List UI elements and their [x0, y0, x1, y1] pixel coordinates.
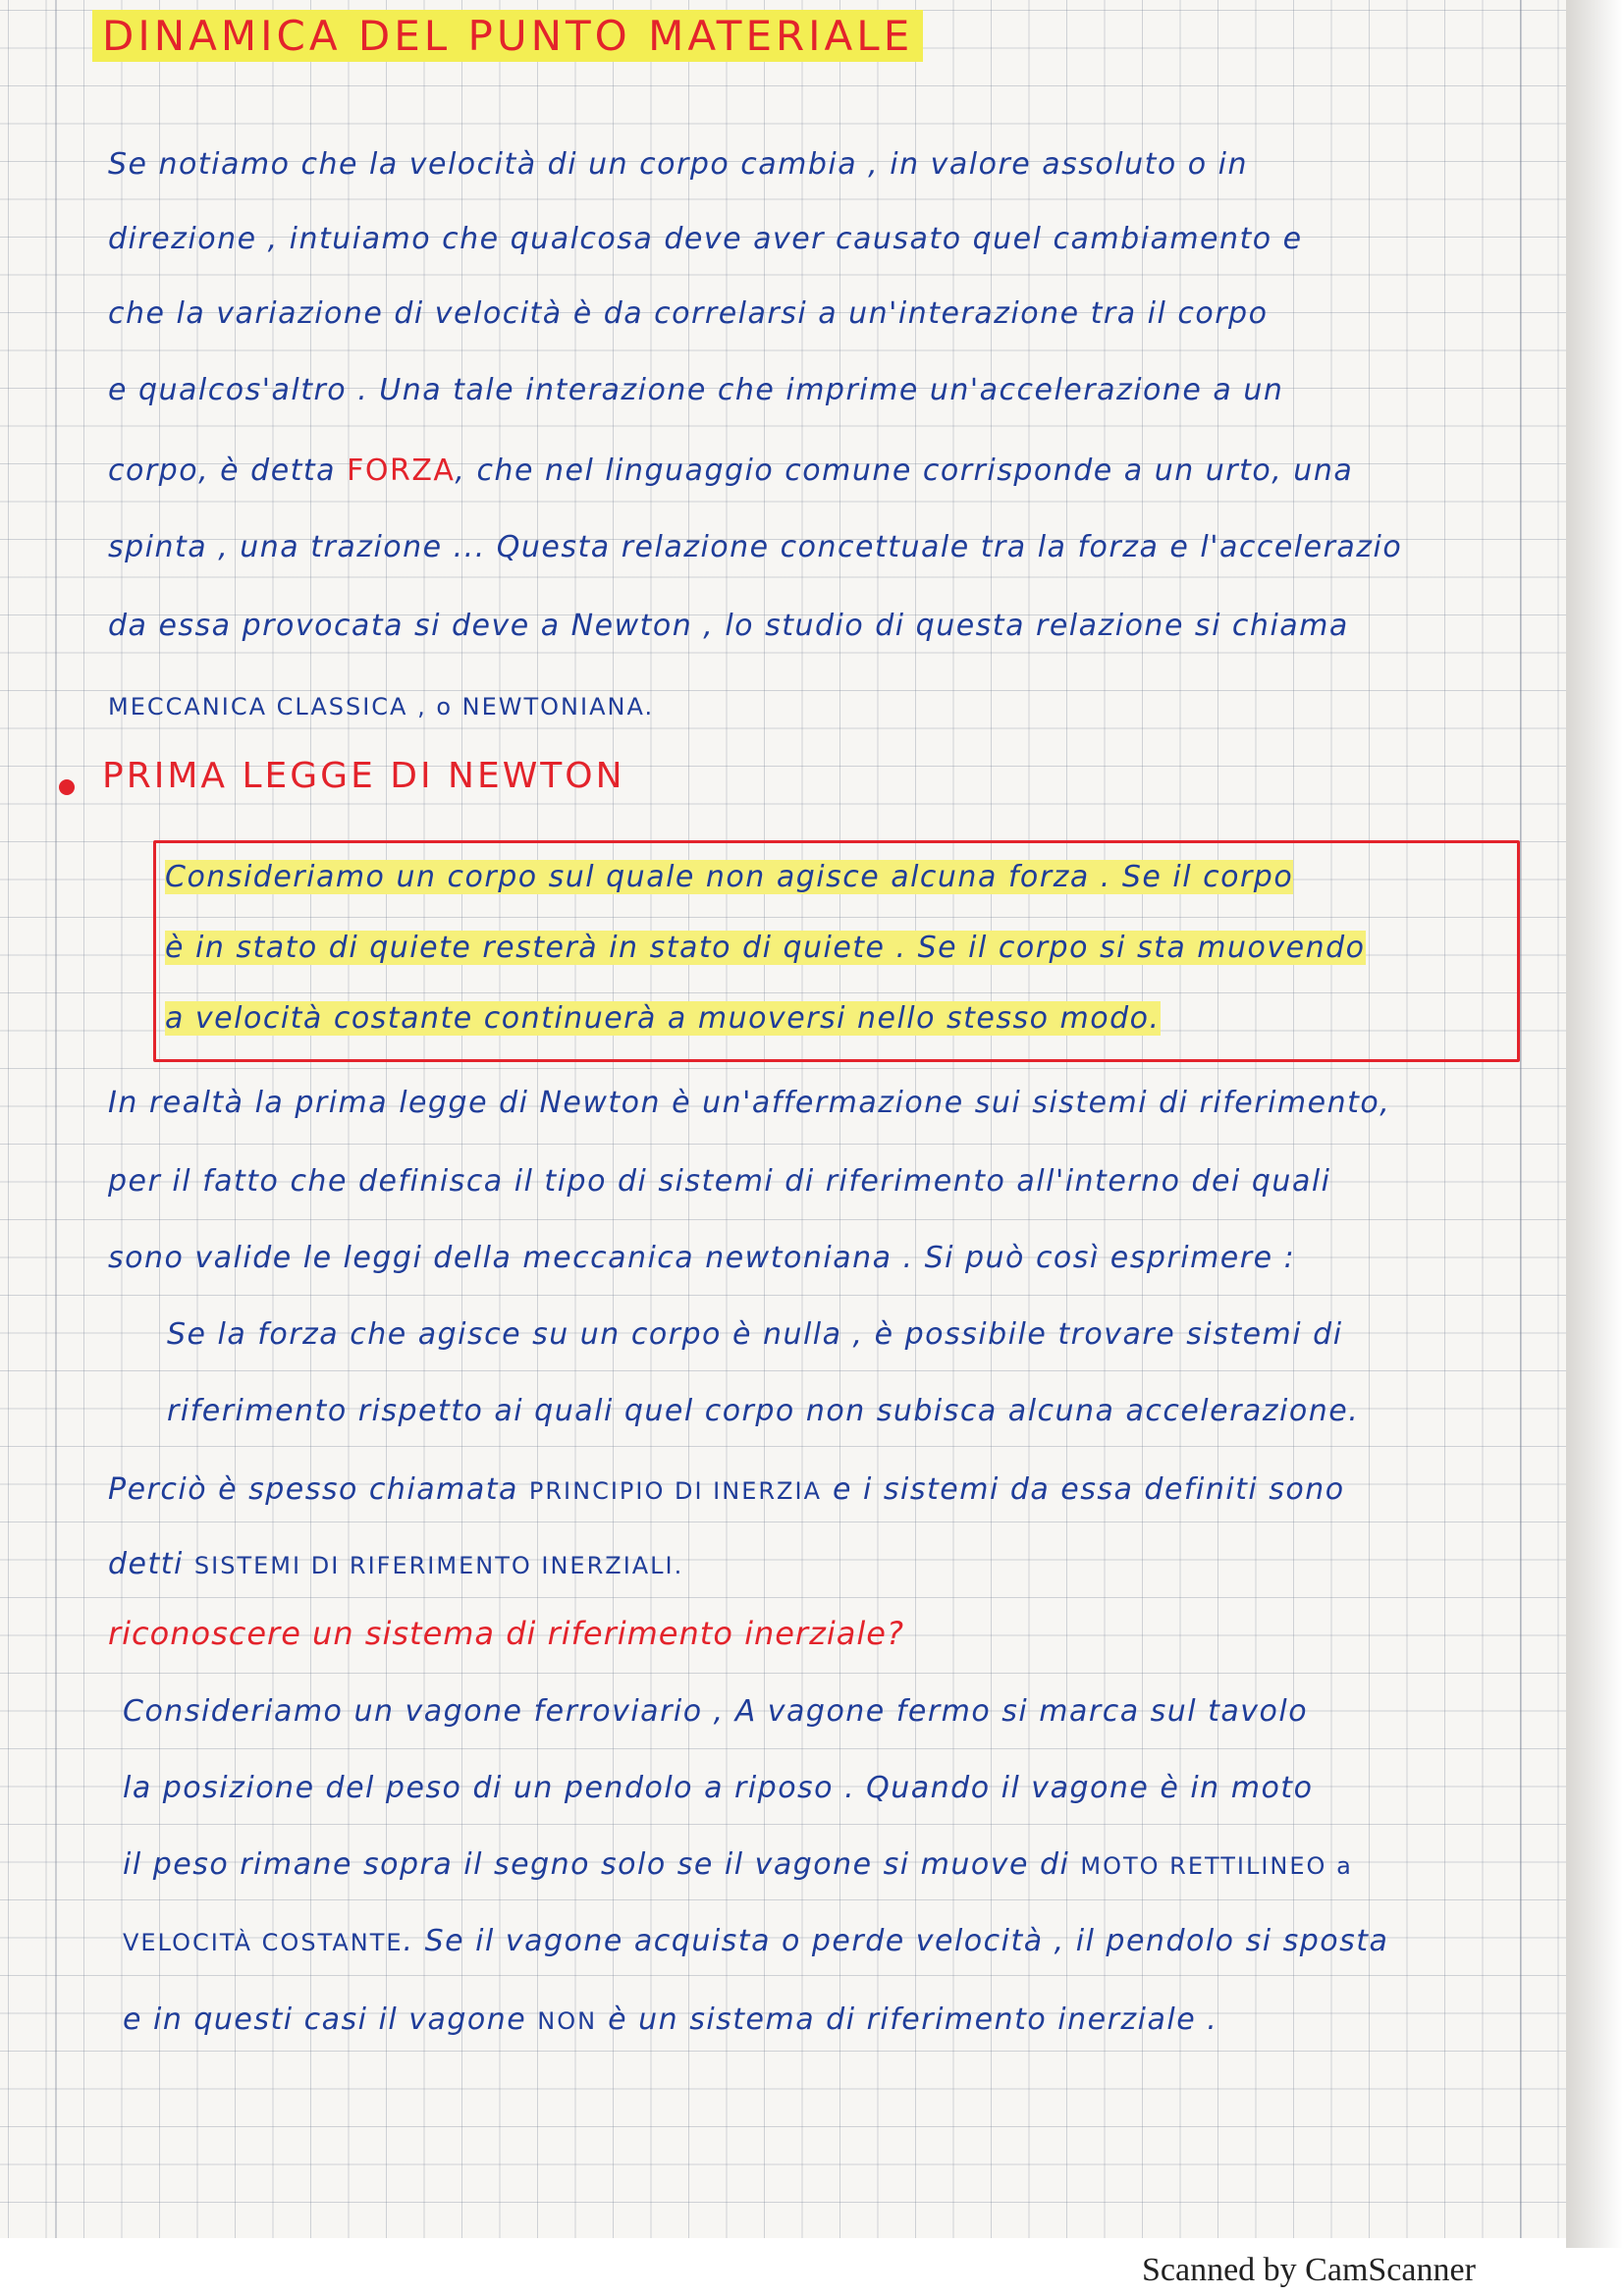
explanation-line-7-start: detti [108, 1547, 184, 1581]
explanation-line-6-end: e i sistemi da essa definiti sono [833, 1472, 1345, 1507]
intro-line-5-start: corpo, è detta [108, 454, 337, 488]
example-line-2: la posizione del peso di un pendolo a riposo . Quando il vagone è in moto [123, 1771, 1314, 1805]
law-line-3-text: a velocità costante continuerà a muoversi nello stesso modo. [165, 1001, 1161, 1036]
explanation-line-6 [108, 1472, 1345, 1507]
non-keyword: NON [537, 2007, 598, 2035]
explanation-line-6-start: Perciò è spesso chiamata [108, 1472, 518, 1507]
left-margin-line [55, 0, 57, 2238]
scanner-footer: Scanned by CamScanner [1142, 2252, 1476, 2288]
intro-line-6: spinta , una trazione ... Questa relazione concettuale tra la forza e l'accelerazio [108, 530, 1403, 564]
page-edge-shadow [1566, 0, 1623, 2248]
sub-question: riconoscere un sistema di riferimento inerziale? [108, 1615, 904, 1652]
intro-line-4: e qualcos'altro . Una tale interazione che imprime un'accelerazione a un [108, 373, 1284, 407]
intro-line-2: direzione , intuiamo che qualcosa deve aver causato quel cambiamento e [108, 222, 1303, 256]
page-title: DINAMICA DEL PUNTO MATERIALE [92, 10, 923, 62]
intro-line-8: MECCANICA CLASSICA , o NEWTONIANA. [108, 693, 655, 721]
moto-rettilineo-keyword: MOTO RETTILINEO a [1080, 1852, 1353, 1880]
sistemi-inerziali-keyword: SISTEMI DI RIFERIMENTO INERZIALI. [193, 1552, 684, 1579]
law-line-2 [165, 931, 1366, 965]
example-line-3 [123, 1847, 1353, 1882]
example-line-4-end: . Se il vagone acquista o perde velocità , il pendolo si sposta [403, 1924, 1389, 1958]
example-line-5 [123, 2002, 1217, 2037]
law-line-1-text: Consideriamo un corpo sul quale non agisce alcuna forza . Se il corpo [165, 860, 1294, 894]
law-line-1 [165, 860, 1293, 894]
explanation-line-3: sono valide le leggi della meccanica newtoniana . Si può così esprimere : [108, 1241, 1296, 1275]
example-line-4 [123, 1924, 1388, 1958]
principio-inerzia-keyword: PRINCIPIO DI INERZIA [528, 1477, 822, 1505]
example-line-3-start: il peso rimane sopra il segno solo se il vagone si muove di [123, 1847, 1070, 1882]
explanation-line-4: Se la forza che agisce su un corpo è nulla , è possibile trovare sistemi di [167, 1317, 1343, 1352]
velocita-costante-keyword: VELOCITÀ COSTANTE [123, 1929, 404, 1956]
example-line-5-start: e in questi casi il vagone [123, 2002, 527, 2037]
example-line-5-end: è un sistema di riferimento inerziale . [608, 2002, 1218, 2037]
explanation-line-1: In realtà la prima legge di Newton è un'affermazione sui sistemi di riferimento, [108, 1086, 1391, 1120]
intro-line-1: Se notiamo che la velocità di un corpo cambia , in valore assoluto o in [108, 147, 1249, 182]
bullet-icon [59, 779, 75, 795]
forza-keyword: FORZA [347, 454, 456, 488]
intro-line-5-end: , che nel linguaggio comune corrisponde a un urto, una [455, 454, 1354, 488]
intro-line-7: da essa provocata si deve a Newton , lo studio di questa relazione si chiama [108, 609, 1349, 643]
explanation-line-5: riferimento rispetto ai quali quel corpo non subisca alcuna accelerazione. [167, 1394, 1360, 1428]
law-line-3 [165, 1001, 1161, 1036]
explanation-line-7 [108, 1547, 683, 1581]
right-margin-line [1520, 0, 1522, 2238]
example-line-1: Consideriamo un vagone ferroviario , A vagone fermo si marca sul tavolo [123, 1694, 1309, 1729]
section-heading: PRIMA LEGGE DI NEWTON [102, 756, 625, 796]
intro-line-3: che la variazione di velocità è da correlarsi a un'interazione tra il corpo [108, 296, 1269, 331]
explanation-line-2: per il fatto che definisca il tipo di sistemi di riferimento all'interno dei quali [108, 1164, 1331, 1199]
intro-line-5 [108, 454, 1353, 488]
law-line-2-text: è in stato di quiete resterà in stato di quiete . Se il corpo si sta muovendo [165, 931, 1366, 965]
